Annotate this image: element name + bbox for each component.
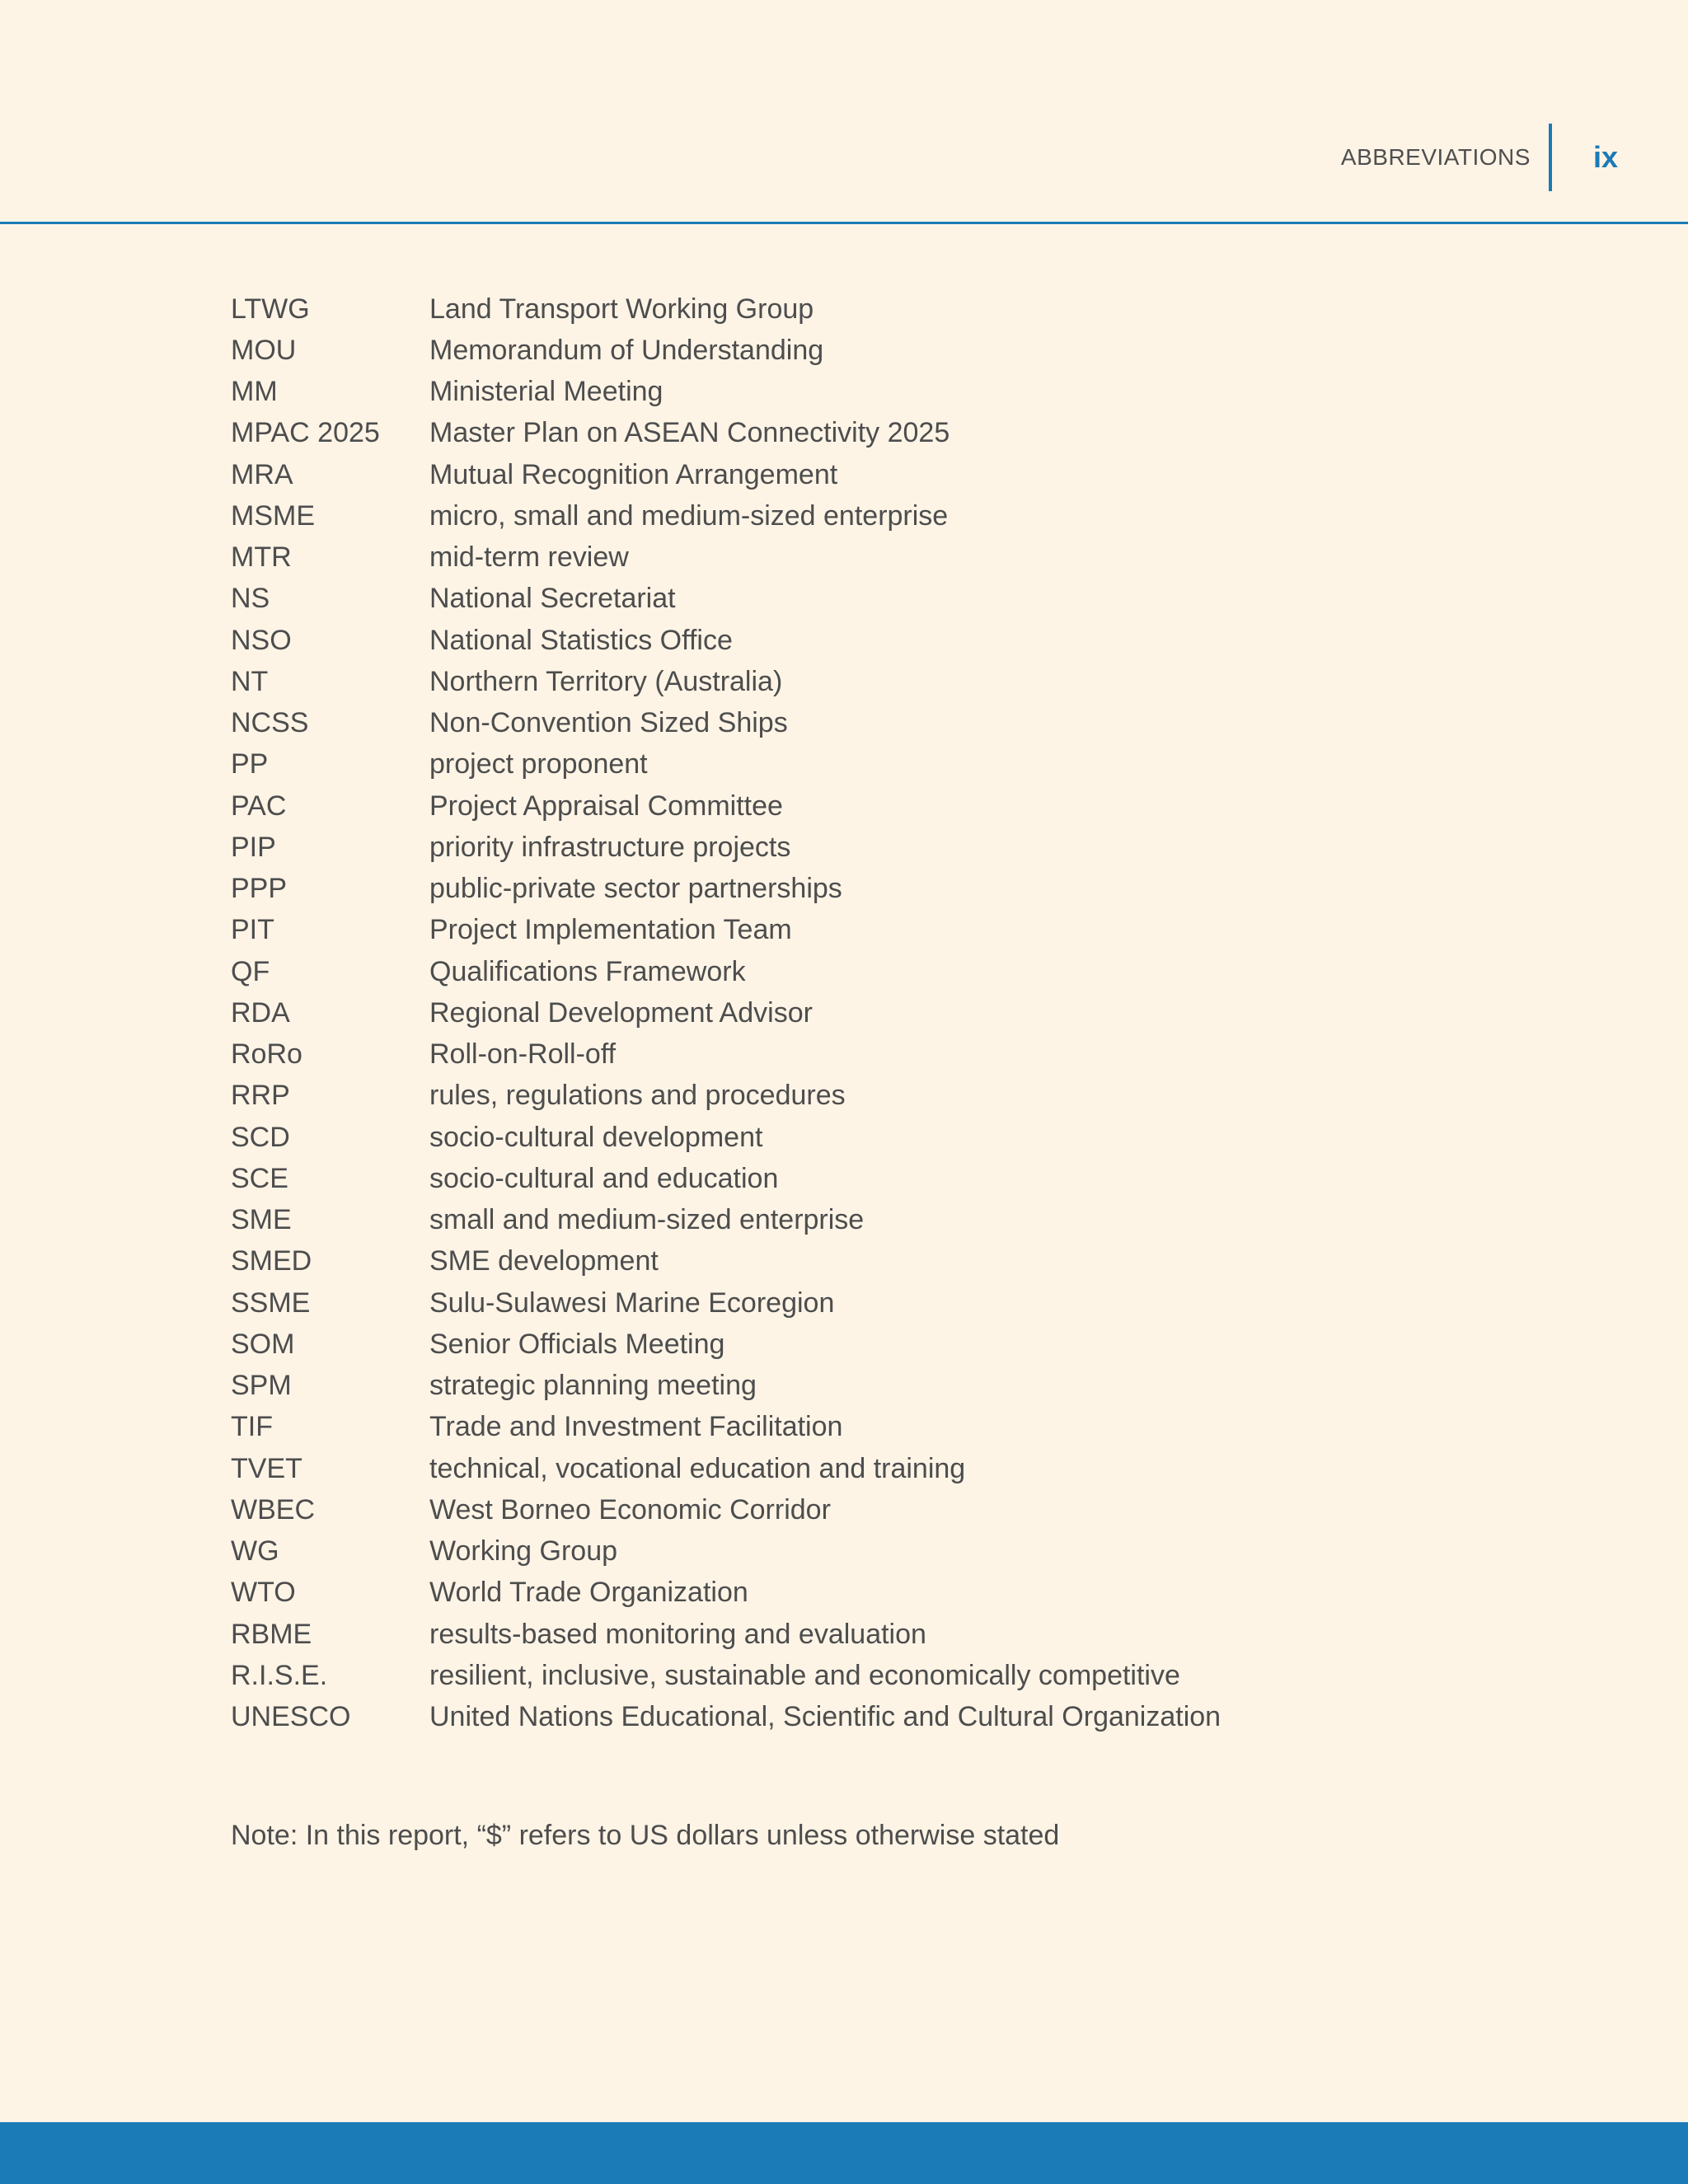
abbreviation-definition: Non-Convention Sized Ships (429, 707, 788, 739)
abbreviation-row (231, 785, 1550, 827)
abbreviation-definition: technical, vocational education and training (429, 1452, 966, 1484)
abbreviation-row (231, 288, 1550, 330)
abbreviation-term: SMED (231, 1245, 312, 1277)
abbreviation-row (231, 579, 1550, 620)
abbreviation-definition: SME development (429, 1245, 659, 1277)
abbreviation-row (231, 1282, 1550, 1324)
abbreviation-row (231, 992, 1550, 1033)
abbreviation-definition: mid-term review (429, 541, 629, 574)
abbreviation-term: NS (231, 583, 270, 615)
abbreviation-definition: National Secretariat (429, 583, 676, 615)
abbreviation-term: WTO (231, 1577, 296, 1609)
abbreviation-term: TIF (231, 1411, 273, 1443)
abbreviation-definition: Working Group (429, 1535, 618, 1568)
abbreviation-row (231, 372, 1550, 413)
abbreviation-term: MSME (231, 499, 315, 532)
abbreviation-row (231, 661, 1550, 702)
abbreviation-row (231, 413, 1550, 454)
abbreviation-definition: Roll-on-Roll-off (429, 1038, 617, 1071)
abbreviation-row (231, 1158, 1550, 1199)
abbreviation-row (231, 1489, 1550, 1530)
abbreviation-term: MTR (231, 541, 292, 574)
abbreviation-term: MOU (231, 334, 297, 366)
abbreviation-row (231, 1366, 1550, 1407)
abbreviation-term: SOM (231, 1328, 295, 1360)
abbreviation-row (231, 869, 1550, 910)
running-header (1341, 124, 1618, 191)
abbreviation-definition: Trade and Investment Facilitation (429, 1411, 843, 1443)
abbreviation-row (231, 330, 1550, 371)
abbreviation-row (231, 1076, 1550, 1117)
abbreviation-definition: Master Plan on ASEAN Connectivity 2025 (429, 417, 950, 449)
abbreviation-row (231, 910, 1550, 951)
abbreviation-definition: priority infrastructure projects (429, 831, 791, 863)
abbreviation-definition: National Statistics Office (429, 624, 733, 656)
abbreviation-definition: Mutual Recognition Arrangement (429, 458, 838, 490)
abbreviation-term: RDA (231, 996, 290, 1029)
abbreviation-term: WBEC (231, 1493, 315, 1526)
abbreviation-definition: Project Appraisal Committee (429, 790, 783, 822)
abbreviation-row (231, 827, 1550, 868)
abbreviation-definition: Senior Officials Meeting (429, 1328, 725, 1360)
abbreviation-term: SCE (231, 1162, 288, 1194)
abbreviation-definition: World Trade Organization (429, 1577, 748, 1609)
abbreviation-definition: United Nations Educational, Scientific and Cultural Organization (429, 1701, 1221, 1733)
abbreviation-row (231, 537, 1550, 579)
abbreviation-definition: Northern Territory (Australia) (429, 665, 783, 697)
header-divider (1549, 124, 1552, 191)
abbreviation-term: PP (231, 748, 269, 780)
abbreviation-term: RBME (231, 1618, 312, 1650)
abbreviation-definition: micro, small and medium-sized enterprise (429, 499, 949, 532)
abbreviation-row (231, 951, 1550, 992)
abbreviation-row (231, 1200, 1550, 1241)
abbreviation-term: RoRo (231, 1038, 302, 1071)
abbreviation-row (231, 1572, 1550, 1614)
abbreviation-row (231, 1697, 1550, 1738)
abbreviation-definition: West Borneo Economic Corridor (429, 1493, 831, 1526)
abbreviation-row (231, 1324, 1550, 1365)
abbreviation-row (231, 1531, 1550, 1572)
abbreviation-row (231, 1407, 1550, 1448)
abbreviation-row (231, 1034, 1550, 1076)
currency-note: Note: In this report, “$” refers to US dollars unless otherwise stated (231, 1820, 1060, 1851)
abbreviation-term: PAC (231, 790, 287, 822)
abbreviation-term: TVET (231, 1452, 302, 1484)
abbreviation-definition: results-based monitoring and evaluation (429, 1618, 926, 1650)
footer-band (0, 2122, 1688, 2184)
page-number: ix (1592, 140, 1618, 174)
abbreviation-term: SPM (231, 1370, 292, 1402)
abbreviation-term: UNESCO (231, 1701, 351, 1733)
abbreviation-term: SSME (231, 1286, 311, 1319)
abbreviations-list (231, 288, 1550, 1738)
abbreviation-term: PPP (231, 873, 288, 905)
abbreviation-term: QF (231, 955, 270, 987)
abbreviation-definition: Land Transport Working Group (429, 293, 814, 325)
abbreviation-term: SCD (231, 1121, 290, 1153)
abbreviation-row (231, 1655, 1550, 1696)
abbreviation-definition: Sulu-Sulawesi Marine Ecoregion (429, 1286, 835, 1319)
abbreviation-term: R.I.S.E. (231, 1659, 328, 1691)
abbreviation-row (231, 454, 1550, 495)
abbreviation-term: PIP (231, 831, 276, 863)
abbreviation-row (231, 703, 1550, 744)
abbreviation-definition: Project Implementation Team (429, 914, 792, 946)
abbreviation-definition: public-private sector partnerships (429, 873, 842, 905)
abbreviation-definition: small and medium-sized enterprise (429, 1204, 865, 1236)
abbreviation-term: RRP (231, 1080, 290, 1112)
abbreviation-term: PIT (231, 914, 274, 946)
abbreviation-term: NCSS (231, 707, 309, 739)
abbreviation-row (231, 744, 1550, 785)
abbreviation-row (231, 620, 1550, 661)
abbreviation-term: NT (231, 665, 269, 697)
abbreviation-definition: strategic planning meeting (429, 1370, 757, 1402)
abbreviation-definition: Regional Development Advisor (429, 996, 813, 1029)
abbreviation-term: MPAC 2025 (231, 417, 380, 449)
abbreviation-definition: project proponent (429, 748, 648, 780)
abbreviation-definition: resilient, inclusive, sustainable and economically competitive (429, 1659, 1180, 1691)
section-label: ABBREVIATIONS (1340, 144, 1531, 170)
abbreviation-term: SME (231, 1204, 292, 1236)
abbreviation-definition: rules, regulations and procedures (429, 1080, 846, 1112)
abbreviation-term: MRA (231, 458, 293, 490)
abbreviation-term: MM (231, 376, 278, 408)
abbreviation-row (231, 1241, 1550, 1282)
abbreviation-definition: socio-cultural and education (429, 1162, 779, 1194)
abbreviation-row (231, 495, 1550, 537)
header-rule (0, 222, 1688, 224)
abbreviation-term: NSO (231, 624, 292, 656)
abbreviation-definition: Qualifications Framework (429, 955, 746, 987)
abbreviation-term: LTWG (231, 293, 310, 325)
abbreviation-definition: Ministerial Meeting (429, 376, 663, 408)
abbreviation-row (231, 1448, 1550, 1489)
abbreviation-row (231, 1614, 1550, 1655)
abbreviation-term: WG (231, 1535, 279, 1568)
abbreviation-definition: socio-cultural development (429, 1121, 763, 1153)
abbreviation-row (231, 1117, 1550, 1158)
abbreviation-definition: Memorandum of Understanding (429, 334, 824, 366)
